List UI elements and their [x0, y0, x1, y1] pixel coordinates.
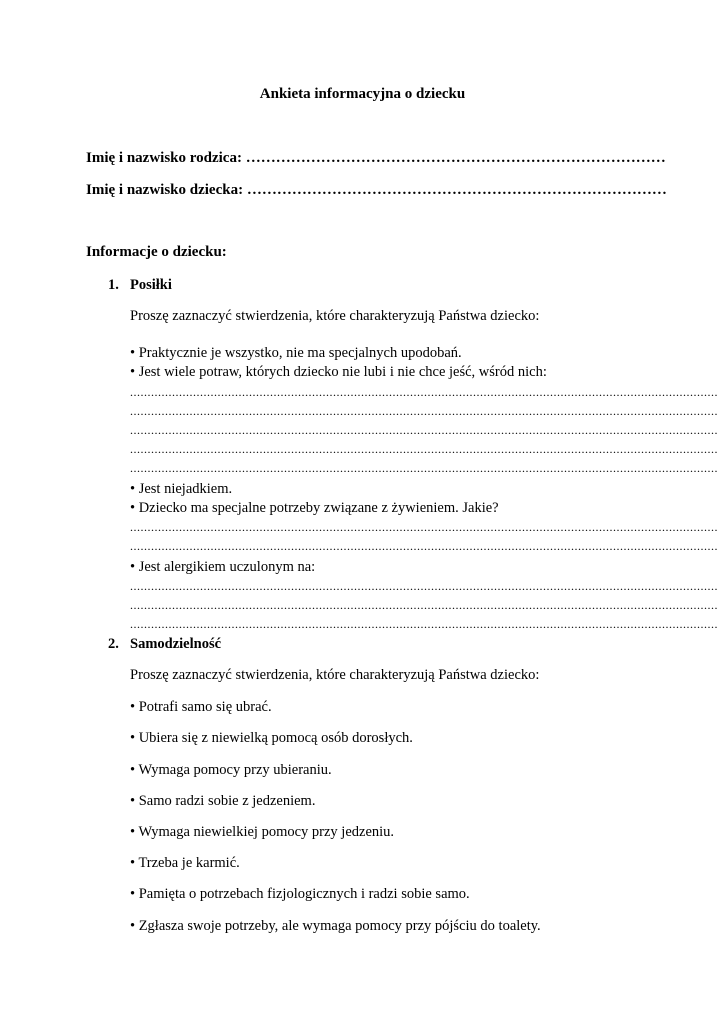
section1-item-2[interactable]: • Jest wiele potraw, których dziecko nie lubi i nie chce jeść, wśród nich:	[130, 364, 547, 380]
section2-item-8[interactable]: • Zgłasza swoje potrzeby, ale wymaga pomocy przy pójściu do toalety.	[130, 918, 541, 934]
section2-item-7[interactable]: • Pamięta o potrzebach fizjologicznych i radzi sobie samo.	[130, 886, 470, 902]
section1-title: Posiłki	[130, 277, 172, 293]
answer-line[interactable]: ........................................................................................................................................................................	[130, 520, 718, 534]
answer-line[interactable]: ........................................................................................................................................................................	[130, 442, 718, 456]
answer-line[interactable]: ........................................................................................................................................................................	[130, 539, 718, 553]
section1-number: 1.	[108, 277, 119, 293]
section2-instruction: Proszę zaznaczyć stwierdzenia, które charakteryzują Państwa dziecko:	[130, 667, 540, 683]
section1-instruction: Proszę zaznaczyć stwierdzenia, które charakteryzują Państwa dziecko:	[130, 308, 540, 324]
info-heading: Informacje o dziecku:	[86, 244, 227, 260]
section2-number: 2.	[108, 636, 119, 652]
section1-item-4[interactable]: • Dziecko ma specjalne potrzeby związane z żywieniem. Jakie?	[130, 500, 499, 516]
answer-line[interactable]: ........................................................................................................................................................................	[130, 385, 718, 399]
answer-line[interactable]: ........................................................................................................................................................................	[130, 617, 718, 631]
answer-line[interactable]: ........................................................................................................................................................................	[130, 404, 718, 418]
section2-item-6[interactable]: • Trzeba je karmić.	[130, 855, 240, 871]
document-title: Ankieta informacyjna o dziecku	[259, 86, 466, 102]
section2-item-2[interactable]: • Ubiera się z niewielką pomocą osób dorosłych.	[130, 730, 413, 746]
answer-line[interactable]: ........................................................................................................................................................................	[130, 579, 718, 593]
section2-item-5[interactable]: • Wymaga niewielkiej pomocy przy jedzeniu.	[130, 824, 395, 840]
section1-item-3[interactable]: • Jest niejadkiem.	[130, 481, 233, 497]
section1-item-5[interactable]: • Jest alergikiem uczulonym na:	[130, 559, 316, 575]
parent-name-field[interactable]: Imię i nazwisko rodzica: …………………………………………………………………………	[86, 150, 666, 166]
section1-item-1[interactable]: • Praktycznie je wszystko, nie ma specjalnych upodobań.	[130, 345, 462, 361]
section2-item-4[interactable]: • Samo radzi sobie z jedzeniem.	[130, 793, 316, 809]
answer-line[interactable]: ........................................................................................................................................................................	[130, 461, 718, 475]
section2-title: Samodzielność	[130, 636, 222, 652]
answer-line[interactable]: ........................................................................................................................................................................	[130, 423, 718, 437]
section2-item-3[interactable]: • Wymaga pomocy przy ubieraniu.	[130, 762, 332, 778]
section2-item-1[interactable]: • Potrafi samo się ubrać.	[130, 699, 272, 715]
answer-line[interactable]: ........................................................................................................................................................................	[130, 598, 718, 612]
child-name-field[interactable]: Imię i nazwisko dziecka: …………………………………………………………………………	[86, 182, 667, 198]
